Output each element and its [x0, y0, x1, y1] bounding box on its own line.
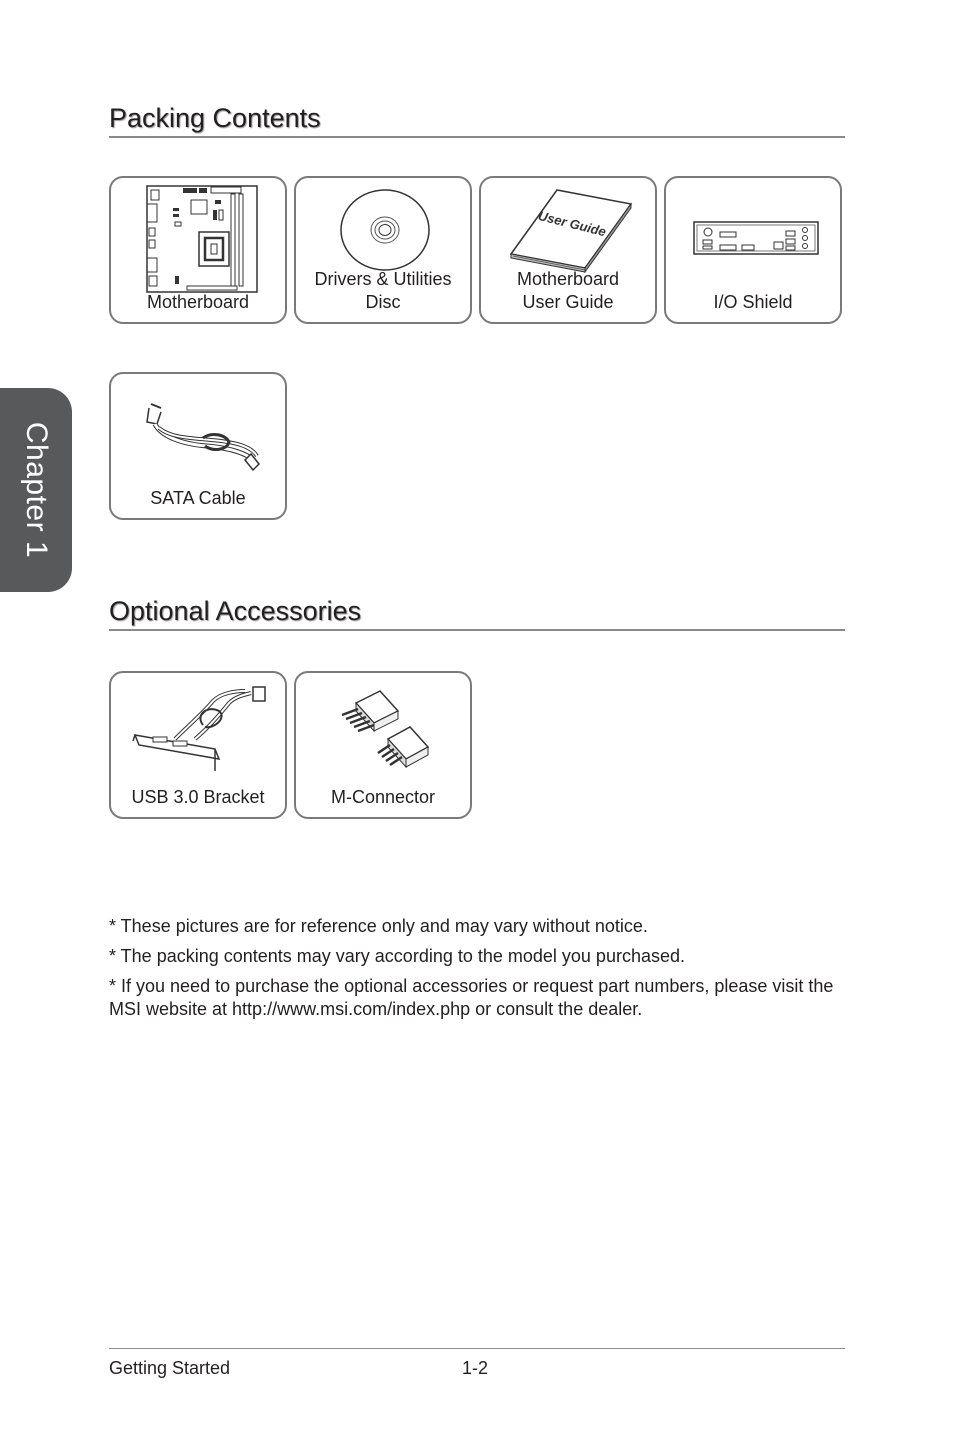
packing-contents-title: Packing Contents	[109, 102, 845, 138]
optional-item-usb-bracket	[109, 671, 287, 819]
footer-section-name: Getting Started	[109, 1358, 231, 1378]
packing-item-user-guide	[479, 176, 657, 324]
footer-divider	[109, 1348, 845, 1349]
packing-item-disc	[294, 176, 472, 324]
footer-page-number: 1-2	[462, 1358, 489, 1378]
user-guide-cover-text: User Guide	[536, 207, 608, 240]
note-reference-only: * These pictures are for reference only and may vary without notice.	[109, 916, 648, 936]
optional-item-label: M-Connector	[330, 787, 436, 807]
packing-item-label: I/O Shield	[713, 292, 793, 312]
note-purchase-accessories: * If you need to purchase the optional accessories or request part numbers, please visit the MSI website at http://www.msi.com/index.php or consult the dealer.	[109, 976, 834, 1019]
packing-item-label: Motherboard	[146, 292, 250, 312]
packing-item-label: Motherboard User Guide	[516, 269, 620, 312]
chapter-tab	[0, 388, 72, 592]
note-contents-vary: * The packing contents may vary according to the model you purchased.	[109, 946, 685, 966]
packing-item-label: Drivers & Utilities Disc	[314, 269, 452, 312]
packing-item-motherboard	[109, 176, 287, 324]
optional-accessories-title: Optional Accessories	[109, 595, 845, 631]
packing-item-sata-cable	[109, 372, 287, 520]
chapter-tab-label: Chapter 1	[20, 421, 53, 559]
packing-item-io-shield	[664, 176, 842, 324]
optional-item-m-connector	[294, 671, 472, 819]
packing-item-label: SATA Cable	[150, 488, 246, 508]
optional-item-label: USB 3.0 Bracket	[131, 787, 265, 807]
